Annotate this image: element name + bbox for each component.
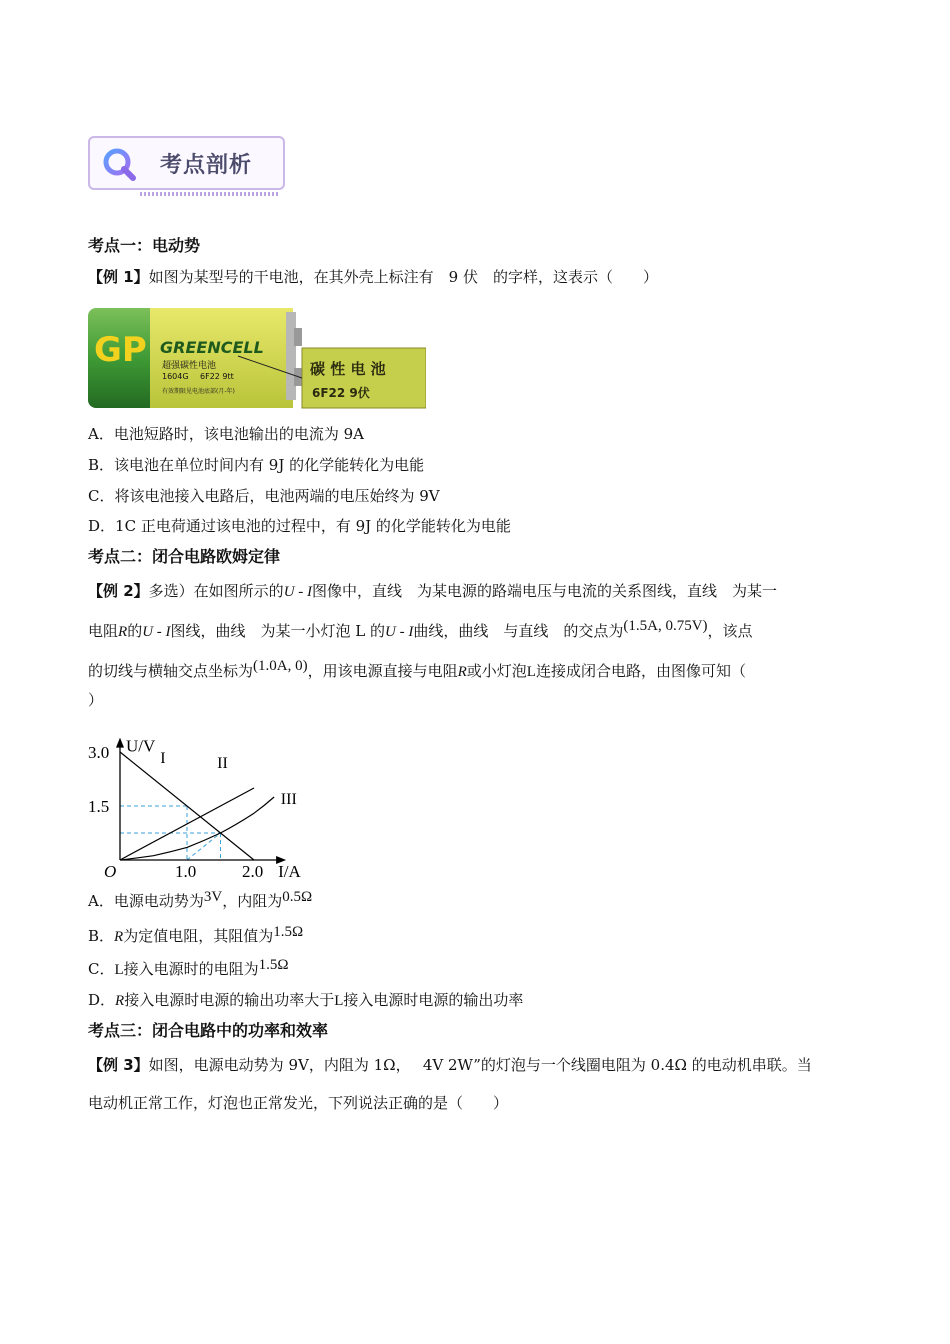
option-value: L bbox=[334, 993, 344, 1009]
ui-symbol: U - I bbox=[142, 624, 171, 640]
ui-symbol: U - I bbox=[385, 624, 414, 640]
q2-text: ，该点 bbox=[707, 622, 753, 640]
q2-option-a bbox=[88, 891, 312, 912]
q2-text: 图像中，直线 为某电源的路端电压与电流的关系图线，直线 为某一 bbox=[312, 582, 778, 600]
question-tag: 【例 3】 bbox=[88, 1056, 149, 1074]
option-text: 接入电源时电源的输出功率大于 bbox=[124, 991, 335, 1009]
battery-cn-label: 超强碳性电池 bbox=[162, 361, 217, 371]
ui-graph bbox=[86, 712, 336, 880]
zoom-title: 碳 性 电 池 bbox=[310, 360, 386, 378]
q2-text: 图线，曲线 为某一小灯泡 L 的 bbox=[170, 622, 386, 640]
battery-footer: 有效期限见电池底部(月-年) bbox=[162, 388, 235, 395]
l-symbol: L bbox=[526, 664, 536, 680]
option-value: R bbox=[114, 929, 124, 945]
q2-text: 的切线与横轴交点坐标为 bbox=[88, 662, 254, 680]
y-axis-arrow bbox=[116, 738, 124, 748]
q2-option-d bbox=[88, 990, 523, 1011]
question-text: 如图为某型号的干电池，在其外壳上标注有 9 伏 的字样，这表示（ ） bbox=[148, 268, 658, 286]
q2-text: ，用该电源直接与电阻 bbox=[307, 662, 458, 680]
question-tag: 【例 1】 bbox=[88, 268, 149, 286]
option-value: 1.5Ω bbox=[258, 957, 289, 973]
option-text: 为定值电阻，其阻值为 bbox=[123, 927, 274, 945]
battery-model-small: 6F22 9tt bbox=[200, 372, 234, 381]
q1-option-d: D．1C 正电荷通过该电池的过程中，有 9J 的化学能转化为电能 bbox=[88, 517, 511, 535]
y-tick-label: 1.5 bbox=[88, 797, 110, 816]
section-header-badge bbox=[88, 136, 285, 192]
q1-option-c: C．将该电池接入电路后，电池两端的电压始终为 9V bbox=[88, 487, 440, 505]
option-value: 1.5Ω bbox=[273, 924, 304, 940]
battery-photo bbox=[88, 306, 426, 410]
q2-text: 或小灯泡 bbox=[466, 662, 527, 680]
q3-line-1 bbox=[88, 1055, 812, 1075]
q2-text: 的 bbox=[127, 622, 143, 640]
battery-product: GREENCELL bbox=[160, 338, 264, 357]
badge-title: 考点剖析 bbox=[160, 153, 253, 178]
battery-code: 1604G bbox=[162, 372, 189, 381]
option-value: R bbox=[115, 993, 125, 1009]
graph-axes bbox=[116, 738, 286, 864]
q2-line-3 bbox=[88, 658, 746, 682]
q2-line-4: ） bbox=[88, 691, 104, 709]
q2-text: 连接成闭合电路，由图像可知（ bbox=[535, 662, 746, 680]
section-title-3: 考点三：闭合电路中的功率和效率 bbox=[88, 1021, 329, 1040]
origin-label: O bbox=[104, 862, 117, 880]
q1-option-a: A．电池短路时，该电池输出的电流为 9A bbox=[88, 425, 364, 443]
x-axis-label: I/A bbox=[278, 862, 301, 880]
x-tick-label: 1.0 bbox=[175, 862, 197, 880]
q2-text: 电阻 bbox=[88, 622, 119, 640]
option-value: 0.5Ω bbox=[282, 889, 313, 905]
badge-underline bbox=[140, 192, 280, 196]
q2-option-c bbox=[88, 959, 289, 980]
point-1: (1.5A, 0.75V) bbox=[623, 618, 708, 634]
q2-text: 多选）在如图所示的 bbox=[148, 582, 284, 600]
q2-line-2 bbox=[88, 618, 753, 642]
option-text: A．电源电动势为 bbox=[88, 892, 204, 910]
r-symbol: R bbox=[457, 664, 467, 680]
guide-line-4 bbox=[187, 833, 221, 860]
q1-option-b: B．该电池在单位时间内有 9J 的化学能转化为电能 bbox=[88, 456, 425, 474]
series-label-III: III bbox=[280, 791, 297, 809]
point-2: (1.0A, 0) bbox=[253, 658, 308, 674]
series-label-I: I bbox=[160, 749, 166, 767]
question-1-stem bbox=[88, 267, 658, 287]
q2-text: 曲线，曲线 与直线 的交点为 bbox=[413, 622, 624, 640]
option-text: B． bbox=[88, 927, 115, 945]
q3-text: 如图，电源电动势为 9V，内阻为 1Ω， 4V 2W”的灯泡与一个线圈电阻为 0.4Ω 的电动机串联。当 bbox=[148, 1056, 812, 1074]
option-text: 接入电源时的电阻为 bbox=[123, 960, 259, 978]
option-value: 3V bbox=[203, 889, 223, 905]
zoom-model: 6F22 9伏 bbox=[312, 386, 370, 400]
question-tag: 【例 2】 bbox=[88, 582, 149, 600]
battery-brand: GP bbox=[94, 330, 147, 370]
y-tick-label: 3.0 bbox=[88, 743, 110, 762]
q2-line-1 bbox=[88, 581, 777, 602]
option-text: 接入电源时电源的输出功率 bbox=[343, 991, 524, 1009]
section-title-2: 考点二：闭合电路欧姆定律 bbox=[88, 547, 281, 566]
section-title-1: 考点一：电动势 bbox=[88, 236, 201, 255]
option-text: ，内阻为 bbox=[222, 892, 283, 910]
x-tick-label: 2.0 bbox=[242, 862, 264, 880]
option-value: L bbox=[114, 962, 124, 978]
r-symbol: R bbox=[118, 624, 128, 640]
y-axis-label: U/V bbox=[126, 736, 156, 756]
magnifier-q-icon bbox=[100, 146, 140, 182]
q3-line-2: 电动机正常工作，灯泡也正常发光，下列说法正确的是（ ） bbox=[88, 1094, 509, 1112]
ui-symbol: U - I bbox=[283, 584, 313, 600]
series-label-II: II bbox=[217, 755, 228, 773]
option-text: C． bbox=[88, 960, 115, 978]
q2-option-b bbox=[88, 926, 303, 947]
option-text: D． bbox=[88, 991, 116, 1009]
